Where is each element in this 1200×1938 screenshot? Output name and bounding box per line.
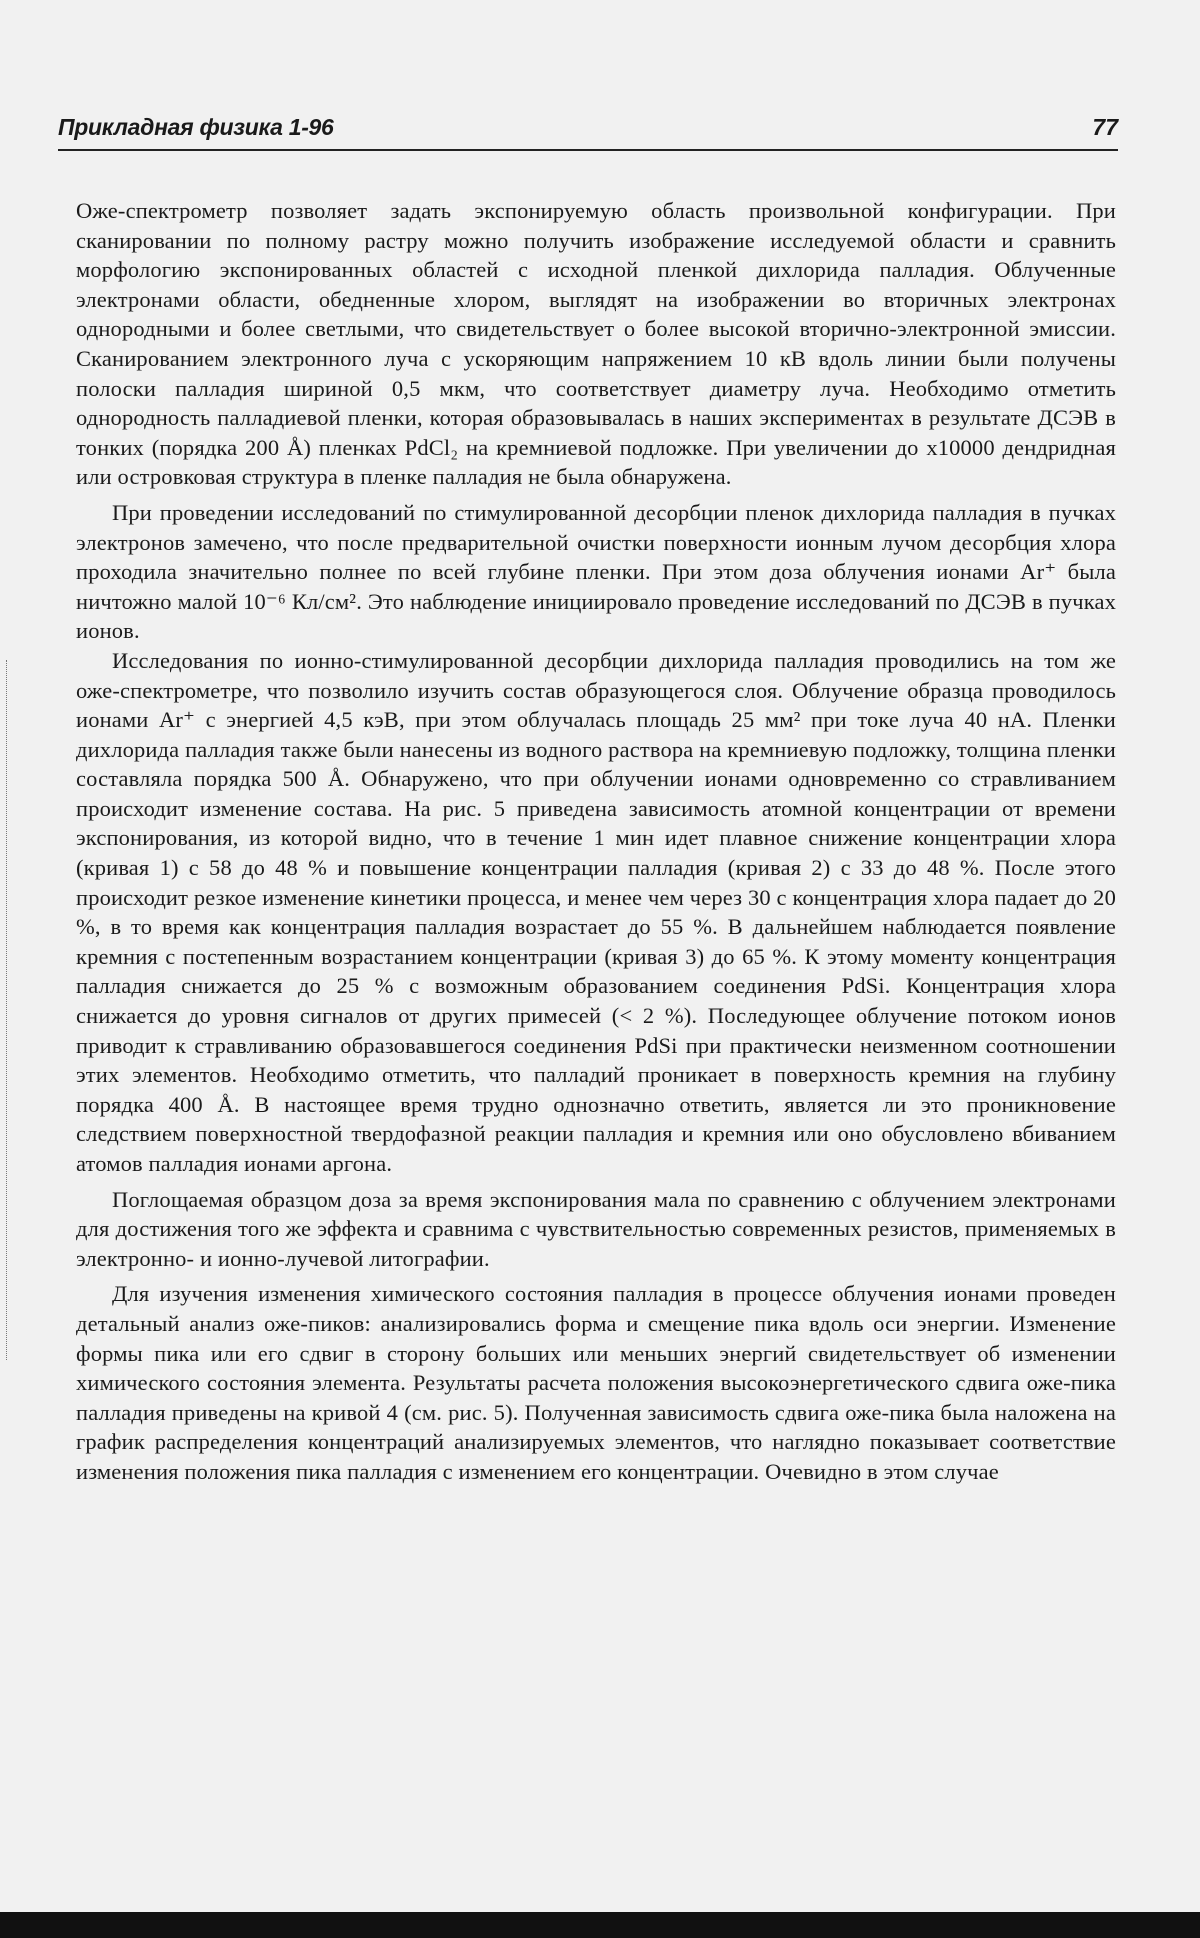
paragraph-1: Оже-спектрометр позволяет задать экспонируемую область произвольной конфигурации. При сканировании по полному растру можно получить изображение исследуемой области и сравнить морфологию экспонированных областей с исходной пленкой дихлорида палладия. Облученные электронами области, обедненные хлором, выглядят на изображении во вторичных электронах однородными и более светлыми, что свидетельствует о более высокой вторично-электронной эмиссии. Сканированием электронного луча с ускоряющим напряжением 10 кВ вдоль линии были получены полоски палладия шириной 0,5 мкм, что соответствует диаметру луча. Необходимо отметить однородность палладиевой пленки, которая образовывалась в наших экспериментах в результате ДСЭВ в тонких (порядка 200 Å) пленках PdCl₂ на кремниевой подложке. При увеличении до x10000 дендридная или островковая структура в пленке палладия не была обнаружена. [76,198,1116,490]
margin-scan-marks [6,660,11,1360]
scan-bottom-edge [0,1912,1200,1938]
journal-title: Прикладная физика 1-96 [58,114,334,140]
header-rule [58,149,1118,151]
paragraph-4: Поглощаемая образцом доза за время экспонирования мала по сравнению с облучением электронами для достижения того же эффекта и сравнима с чувствительностью современных резистов, применяемых в электронно- и ионно-лучевой литографии. [76,1186,1116,1271]
paragraph-3: Исследования по ионно-стимулированной десорбции дихлорида палладия проводились на том же оже-спектрометре, что позволило изучить состав образующегося слоя. Облучение образца проводилось ионами Ar⁺ с энергией 4,5 кэВ, при этом облучалась площадь 25 мм² при токе луча 40 нА. Пленки дихлорида палладия также были нанесены из водного раствора на кремниевую подложку, толщина пленки составляла порядка 500 Å. Обнаружено, что при облучении ионами одновременно со стравливанием происходит изменение состава. На рис. 5 приведена зависимость атомной концентрации от времени экспонирования, из которой видно, что в течение 1 мин идет плавное снижение концентрации хлора (кривая 1) с 58 до 48 % и повышение концентрации палладия (кривая 2) с 33 до 48 %. После этого происходит резкое изменение кинетики процесса, и менее чем через 30 с концентрация хлора падает до 20 %, в то время как концентрация палладия возрастает до 55 %. В дальнейшем наблюдается появление кремния с постепенным возрастанием концентрации (кривая 3) до 65 %. К этому моменту концентрация палладия снижается до 25 % с возможным образованием соединения PdSi. Концентрация хлора снижается до уровня сигналов от других примесей (< 2 %). Последующее облучение потоком ионов приводит к стравливанию образовавшегося соединения PdSi при практически неизменном соотношении этих элементов. Необходимо отметить, что палладий проникает в поверхность кремния на глубину порядка 400 Å. В настоящее время трудно однозначно ответить, является ли это проникновение следствием поверхностной твердофазной реакции палладия и кремния или оно обусловлено вбиванием атомов палладия ионами аргона. [76,647,1116,1176]
article-body [76,196,1116,1487]
paragraph-5: Для изучения изменения химического состояния палладия в процессе облучения ионами проведен детальный анализ оже-пиков: анализировались форма и смещение пика вдоль оси энергии. Изменение формы пика или его сдвиг в сторону больших или меньших энергий свидетельствует об изменении химического состояния элемента. Результаты расчета положения высокоэнергетического сдвига оже-пика палладия приведены на кривой 4 (см. рис. 5). Полученная зависимость сдвига оже-пика была наложена на график распределения концентраций анализируемых элементов, что наглядно показывает соответствие изменения положения пика палладия с изменением его концентрации. Очевидно в этом случае [76,1281,1116,1484]
paragraph-2: При проведении исследований по стимулированной десорбции пленок дихлорида палладия в пучках электронов замечено, что после предварительной очистки поверхности ионным лучом десорбция хлора проходила значительно полнее по всей глубине пленки. При этом доза облучения ионами Ar⁺ была ничтожно малой 10⁻⁶ Кл/см². Это наблюдение инициировало проведение исследований по ДСЭВ в пучках ионов. [76,499,1116,644]
running-header [58,114,1118,150]
page-number: 77 [1092,114,1118,140]
